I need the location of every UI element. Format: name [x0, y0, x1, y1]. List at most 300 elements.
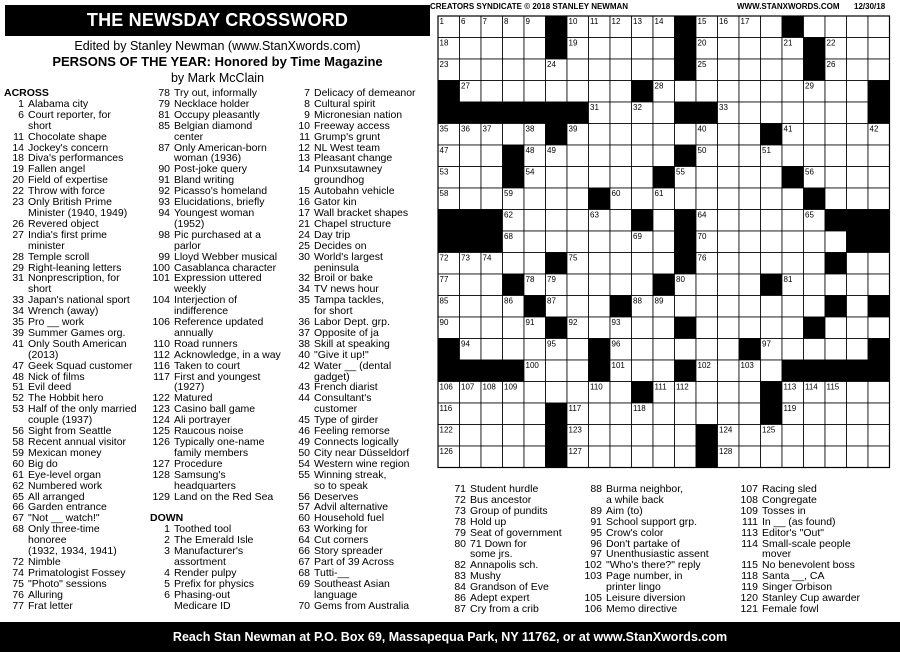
- grid-cell[interactable]: [632, 145, 654, 167]
- clue-text: Phasing-out: [174, 588, 231, 601]
- grid-cell[interactable]: [653, 339, 675, 361]
- grid-cell[interactable]: [847, 317, 869, 339]
- grid-cell[interactable]: [739, 425, 761, 447]
- grid-cell[interactable]: [567, 360, 589, 382]
- grid-cell[interactable]: [868, 317, 890, 339]
- grid-cell[interactable]: [718, 38, 740, 60]
- black-square: [503, 102, 525, 124]
- grid-cell[interactable]: [632, 188, 654, 210]
- grid-cell[interactable]: [524, 210, 546, 232]
- grid-cell[interactable]: [847, 167, 869, 189]
- grid-cell[interactable]: [718, 274, 740, 296]
- grid-cell[interactable]: [804, 102, 826, 124]
- grid-cell[interactable]: [481, 296, 503, 318]
- clue-text: School support grp.: [606, 515, 698, 528]
- grid-cell[interactable]: [589, 59, 611, 81]
- grid-cell[interactable]: [632, 59, 654, 81]
- grid-cell[interactable]: [761, 296, 783, 318]
- grid-cell[interactable]: [675, 339, 697, 361]
- grid-cell[interactable]: [847, 274, 869, 296]
- cell-number: 100: [525, 361, 539, 370]
- grid-cell[interactable]: [847, 124, 869, 146]
- grid-cell[interactable]: [718, 124, 740, 146]
- clue-text: Bus ancestor: [470, 493, 532, 506]
- grid-cell[interactable]: [761, 16, 783, 38]
- grid-cell[interactable]: [868, 38, 890, 60]
- clue-text: for short: [314, 305, 353, 318]
- grid-cell[interactable]: [675, 81, 697, 103]
- grid-cell[interactable]: [868, 16, 890, 38]
- clue-text: Santa __, CA: [762, 570, 825, 583]
- grid-cell[interactable]: [610, 403, 632, 425]
- clue-text: Leisure diversion: [606, 592, 686, 605]
- cell-number: 115: [826, 382, 840, 392]
- grid-cell[interactable]: [739, 145, 761, 167]
- grid-cell[interactable]: [782, 296, 804, 318]
- grid-cell[interactable]: [868, 253, 890, 275]
- grid-cell[interactable]: [632, 167, 654, 189]
- grid-cell[interactable]: [868, 188, 890, 210]
- clue-text: gadget): [314, 370, 350, 383]
- grid-cell[interactable]: [632, 38, 654, 60]
- grid-cell[interactable]: [761, 231, 783, 253]
- grid-cell[interactable]: [696, 274, 718, 296]
- grid-cell[interactable]: [804, 16, 826, 38]
- grid-cell[interactable]: [460, 38, 482, 60]
- grid-cell[interactable]: [589, 38, 611, 60]
- grid-cell[interactable]: [718, 296, 740, 318]
- grid-cell[interactable]: [460, 403, 482, 425]
- grid-cell[interactable]: [761, 102, 783, 124]
- grid-cell[interactable]: [481, 274, 503, 296]
- grid-cell[interactable]: [524, 38, 546, 60]
- grid-cell[interactable]: [804, 296, 826, 318]
- grid-cell[interactable]: [460, 167, 482, 189]
- grid-cell[interactable]: [632, 124, 654, 146]
- grid-cell[interactable]: [696, 382, 718, 404]
- grid-cell[interactable]: [696, 188, 718, 210]
- grid-cell[interactable]: [524, 425, 546, 447]
- grid-cell[interactable]: [782, 339, 804, 361]
- grid-cell[interactable]: [782, 188, 804, 210]
- grid-cell[interactable]: [782, 425, 804, 447]
- grid-cell[interactable]: [567, 382, 589, 404]
- grid-cell[interactable]: [460, 59, 482, 81]
- grid-cell[interactable]: [653, 403, 675, 425]
- grid-cell[interactable]: [481, 38, 503, 60]
- clue-item: [446, 604, 594, 615]
- grid-cell[interactable]: [739, 382, 761, 404]
- grid-cell[interactable]: [610, 253, 632, 275]
- grid-cell[interactable]: [546, 81, 568, 103]
- grid-cell[interactable]: [653, 124, 675, 146]
- grid-cell[interactable]: [589, 124, 611, 146]
- grid-cell[interactable]: [481, 81, 503, 103]
- grid-cell[interactable]: [761, 188, 783, 210]
- grid-cell[interactable]: [675, 296, 697, 318]
- grid-cell[interactable]: [847, 403, 869, 425]
- grid-cell[interactable]: [503, 59, 525, 81]
- grid-cell[interactable]: [825, 16, 847, 38]
- grid-cell[interactable]: [632, 360, 654, 382]
- grid-cell[interactable]: [825, 403, 847, 425]
- grid-cell[interactable]: [632, 317, 654, 339]
- grid-cell[interactable]: [761, 81, 783, 103]
- grid-cell[interactable]: [653, 317, 675, 339]
- grid-cell[interactable]: [546, 188, 568, 210]
- clue-text: Post-joke query: [174, 163, 247, 176]
- grid-cell[interactable]: [804, 231, 826, 253]
- grid-cell[interactable]: [524, 188, 546, 210]
- grid-cell[interactable]: [847, 253, 869, 275]
- grid-cell[interactable]: [460, 317, 482, 339]
- grid-cell[interactable]: [610, 124, 632, 146]
- grid-cell[interactable]: [761, 446, 783, 468]
- grid-cell[interactable]: [825, 231, 847, 253]
- grid-cell[interactable]: [868, 403, 890, 425]
- clue-number: 46: [298, 425, 310, 438]
- grid-cell[interactable]: [610, 425, 632, 447]
- grid-cell[interactable]: [675, 124, 697, 146]
- clue-number: 44: [298, 392, 310, 405]
- grid-cell[interactable]: [825, 425, 847, 447]
- clue-text: Gems from Australia: [314, 599, 410, 612]
- grid-cell[interactable]: [546, 167, 568, 189]
- grid-cell[interactable]: [696, 81, 718, 103]
- grid-cell[interactable]: [503, 124, 525, 146]
- grid-cell[interactable]: [567, 167, 589, 189]
- grid-cell[interactable]: [739, 403, 761, 425]
- grid-cell[interactable]: [761, 59, 783, 81]
- clue-number: 47: [12, 359, 24, 372]
- grid-cell[interactable]: [567, 296, 589, 318]
- grid-cell[interactable]: [460, 145, 482, 167]
- grid-cell[interactable]: [589, 253, 611, 275]
- grid-cell[interactable]: [675, 403, 697, 425]
- grid-cell[interactable]: [868, 59, 890, 81]
- grid-cell[interactable]: [868, 446, 890, 468]
- grid-cell[interactable]: [610, 167, 632, 189]
- grid-cell[interactable]: [847, 339, 869, 361]
- clue-column-2: [150, 88, 300, 611]
- grid-cell[interactable]: [847, 382, 869, 404]
- grid-cell[interactable]: [847, 102, 869, 124]
- grid-cell[interactable]: [761, 167, 783, 189]
- clue-text: some jrs.: [470, 548, 513, 561]
- grid-cell[interactable]: [481, 425, 503, 447]
- grid-cell[interactable]: [847, 38, 869, 60]
- grid-cell[interactable]: [610, 38, 632, 60]
- grid-cell[interactable]: [653, 38, 675, 60]
- clue-text: Alluring: [28, 588, 64, 601]
- grid-cell[interactable]: [653, 210, 675, 232]
- clue-text: Gator kin: [314, 196, 357, 209]
- grid-cell[interactable]: [610, 145, 632, 167]
- grid-cell[interactable]: [460, 296, 482, 318]
- grid-cell[interactable]: [524, 339, 546, 361]
- clue-item: [150, 492, 300, 503]
- grid-cell[interactable]: [739, 253, 761, 275]
- grid-cell[interactable]: [653, 231, 675, 253]
- grid-cell[interactable]: [718, 339, 740, 361]
- grid-cell[interactable]: [761, 210, 783, 232]
- grid-cell[interactable]: [610, 81, 632, 103]
- clue-number: 70: [298, 599, 310, 612]
- grid-cell[interactable]: [739, 167, 761, 189]
- grid-cell[interactable]: [567, 274, 589, 296]
- grid-cell[interactable]: [718, 188, 740, 210]
- grid-cell[interactable]: [567, 231, 589, 253]
- grid-cell[interactable]: [804, 403, 826, 425]
- grid-cell[interactable]: [460, 446, 482, 468]
- grid-cell[interactable]: [847, 81, 869, 103]
- grid-cell[interactable]: [567, 339, 589, 361]
- grid-cell[interactable]: [739, 81, 761, 103]
- grid-cell[interactable]: [589, 274, 611, 296]
- grid-cell[interactable]: [567, 188, 589, 210]
- grid-cell[interactable]: [739, 124, 761, 146]
- grid-cell[interactable]: [567, 81, 589, 103]
- grid-cell[interactable]: [460, 425, 482, 447]
- grid-cell[interactable]: [804, 253, 826, 275]
- grid-cell[interactable]: [739, 317, 761, 339]
- grid-cell[interactable]: [782, 210, 804, 232]
- grid-cell[interactable]: [589, 296, 611, 318]
- grid-cell[interactable]: [782, 102, 804, 124]
- grid-cell[interactable]: [503, 81, 525, 103]
- grid-cell[interactable]: [847, 188, 869, 210]
- grid-cell[interactable]: [782, 145, 804, 167]
- grid-cell[interactable]: [804, 274, 826, 296]
- grid-cell[interactable]: [718, 317, 740, 339]
- grid-cell[interactable]: [718, 210, 740, 232]
- grid-cell[interactable]: [653, 253, 675, 275]
- grid-cell[interactable]: [567, 59, 589, 81]
- grid-cell[interactable]: [739, 446, 761, 468]
- grid-cell[interactable]: [782, 446, 804, 468]
- grid-cell[interactable]: [739, 231, 761, 253]
- grid-cell[interactable]: [696, 317, 718, 339]
- grid-cell[interactable]: [503, 317, 525, 339]
- clue-text: Wrench (away): [28, 305, 99, 318]
- grid-cell[interactable]: [825, 124, 847, 146]
- grid-cell[interactable]: [825, 167, 847, 189]
- grid-cell[interactable]: [868, 382, 890, 404]
- grid-cell[interactable]: [653, 446, 675, 468]
- black-square: [847, 231, 869, 253]
- grid-cell[interactable]: [847, 59, 869, 81]
- grid-cell[interactable]: [696, 403, 718, 425]
- grid-cell[interactable]: [503, 446, 525, 468]
- grid-cell[interactable]: [847, 425, 869, 447]
- black-square: [546, 16, 568, 38]
- grid-cell[interactable]: [718, 231, 740, 253]
- grid-cell[interactable]: [718, 253, 740, 275]
- grid-cell[interactable]: [653, 145, 675, 167]
- grid-cell[interactable]: [481, 403, 503, 425]
- grid-cell[interactable]: [589, 231, 611, 253]
- grid-cell[interactable]: [739, 274, 761, 296]
- grid-cell[interactable]: [782, 253, 804, 275]
- grid-cell[interactable]: [589, 145, 611, 167]
- grid-cell[interactable]: [653, 59, 675, 81]
- cell-number: 18: [439, 38, 449, 48]
- grid-cell[interactable]: [868, 425, 890, 447]
- grid-cell[interactable]: [481, 188, 503, 210]
- grid-cell[interactable]: [739, 210, 761, 232]
- clue-text: India's first prime: [28, 228, 108, 241]
- grid-cell[interactable]: [825, 145, 847, 167]
- grid-cell[interactable]: [782, 317, 804, 339]
- grid-cell[interactable]: [481, 446, 503, 468]
- grid-cell[interactable]: [847, 446, 869, 468]
- grid-cell[interactable]: [847, 145, 869, 167]
- grid-cell[interactable]: [761, 360, 783, 382]
- grid-cell[interactable]: [782, 59, 804, 81]
- grid-cell[interactable]: [589, 446, 611, 468]
- grid-cell[interactable]: [847, 16, 869, 38]
- grid-cell[interactable]: [653, 425, 675, 447]
- grid-cell[interactable]: [589, 81, 611, 103]
- grid-cell[interactable]: [610, 231, 632, 253]
- grid-cell[interactable]: [546, 231, 568, 253]
- grid-cell[interactable]: [782, 231, 804, 253]
- grid-cell[interactable]: [503, 339, 525, 361]
- grid-cell[interactable]: [825, 274, 847, 296]
- grid-cell[interactable]: [804, 145, 826, 167]
- grid-cell[interactable]: [868, 274, 890, 296]
- grid-cell[interactable]: [739, 59, 761, 81]
- clue-text: Burma neighbor,: [606, 483, 684, 495]
- grid-cell[interactable]: [868, 145, 890, 167]
- grid-cell[interactable]: [653, 360, 675, 382]
- grid-cell[interactable]: [761, 253, 783, 275]
- grid-cell[interactable]: [825, 446, 847, 468]
- grid-cell[interactable]: [546, 382, 568, 404]
- cell-number: 127: [568, 447, 582, 456]
- grid-cell[interactable]: [524, 446, 546, 468]
- grid-cell[interactable]: [567, 145, 589, 167]
- grid-cell[interactable]: [739, 38, 761, 60]
- grid-cell[interactable]: [632, 339, 654, 361]
- grid-cell[interactable]: [718, 382, 740, 404]
- grid-cell[interactable]: [524, 59, 546, 81]
- grid-cell[interactable]: [567, 210, 589, 232]
- clue-number: 51: [12, 381, 24, 394]
- grid-cell[interactable]: [524, 382, 546, 404]
- grid-cell[interactable]: [589, 167, 611, 189]
- grid-cell[interactable]: [546, 360, 568, 382]
- grid-cell[interactable]: [632, 425, 654, 447]
- grid-cell[interactable]: [739, 102, 761, 124]
- grid-cell[interactable]: [481, 167, 503, 189]
- grid-cell[interactable]: [610, 59, 632, 81]
- grid-cell[interactable]: [653, 102, 675, 124]
- grid-cell[interactable]: [696, 296, 718, 318]
- clue-text: indifference: [174, 305, 229, 318]
- grid-cell[interactable]: [503, 425, 525, 447]
- grid-cell[interactable]: [804, 339, 826, 361]
- grid-cell[interactable]: [503, 403, 525, 425]
- grid-cell[interactable]: [524, 403, 546, 425]
- clue-text: Right-leaning letters: [28, 261, 122, 274]
- grid-cell[interactable]: [868, 167, 890, 189]
- grid-cell[interactable]: [675, 188, 697, 210]
- grid-cell[interactable]: [825, 317, 847, 339]
- grid-cell[interactable]: [718, 403, 740, 425]
- clue-number: 127: [152, 457, 170, 470]
- grid-cell[interactable]: [718, 59, 740, 81]
- grid-cell[interactable]: [804, 446, 826, 468]
- grid-cell[interactable]: [718, 167, 740, 189]
- grid-cell[interactable]: [589, 317, 611, 339]
- grid-cell[interactable]: [718, 360, 740, 382]
- grid-cell[interactable]: [503, 38, 525, 60]
- grid-cell[interactable]: [503, 253, 525, 275]
- grid-cell[interactable]: [761, 317, 783, 339]
- grid-cell[interactable]: [675, 446, 697, 468]
- grid-cell[interactable]: [589, 425, 611, 447]
- clue-continuation: [4, 546, 152, 557]
- grid-cell[interactable]: [481, 317, 503, 339]
- grid-cell[interactable]: [696, 167, 718, 189]
- grid-cell[interactable]: [460, 188, 482, 210]
- grid-cell[interactable]: [481, 59, 503, 81]
- clue-text: Female fowl: [762, 602, 819, 615]
- black-square: [761, 403, 783, 425]
- grid-cell[interactable]: [825, 188, 847, 210]
- clue-number: [290, 590, 310, 601]
- grid-cell[interactable]: [632, 446, 654, 468]
- grid-cell[interactable]: [610, 446, 632, 468]
- grid-cell[interactable]: [847, 296, 869, 318]
- grid-cell[interactable]: [675, 425, 697, 447]
- grid-cell[interactable]: [632, 274, 654, 296]
- grid-cell[interactable]: [825, 81, 847, 103]
- cell-number: 95: [547, 339, 556, 349]
- grid-cell[interactable]: [761, 38, 783, 60]
- grid-cell[interactable]: [481, 145, 503, 167]
- grid-cell[interactable]: [739, 188, 761, 210]
- grid-cell[interactable]: [804, 124, 826, 146]
- grid-cell[interactable]: [825, 102, 847, 124]
- grid-cell[interactable]: [718, 81, 740, 103]
- crossword-grid[interactable]: [437, 15, 893, 471]
- grid-cell[interactable]: [825, 339, 847, 361]
- grid-cell[interactable]: [460, 274, 482, 296]
- grid-cell[interactable]: [610, 210, 632, 232]
- grid-cell[interactable]: [524, 231, 546, 253]
- clue-number: 108: [740, 493, 758, 506]
- grid-cell[interactable]: [546, 210, 568, 232]
- grid-cell[interactable]: [524, 253, 546, 275]
- clue-item: [150, 361, 300, 372]
- across-clue-list-continued: [150, 88, 300, 502]
- grid-cell[interactable]: [610, 102, 632, 124]
- grid-cell[interactable]: [804, 425, 826, 447]
- grid-cell[interactable]: [481, 339, 503, 361]
- grid-cell[interactable]: [696, 339, 718, 361]
- clue-text: family members: [174, 446, 249, 459]
- grid-cell[interactable]: [610, 274, 632, 296]
- grid-cell[interactable]: [524, 81, 546, 103]
- grid-cell[interactable]: [782, 81, 804, 103]
- grid-cell[interactable]: [718, 145, 740, 167]
- grid-cell[interactable]: [739, 296, 761, 318]
- grid-cell[interactable]: [610, 382, 632, 404]
- grid-cell[interactable]: [632, 253, 654, 275]
- grid-cell[interactable]: [589, 403, 611, 425]
